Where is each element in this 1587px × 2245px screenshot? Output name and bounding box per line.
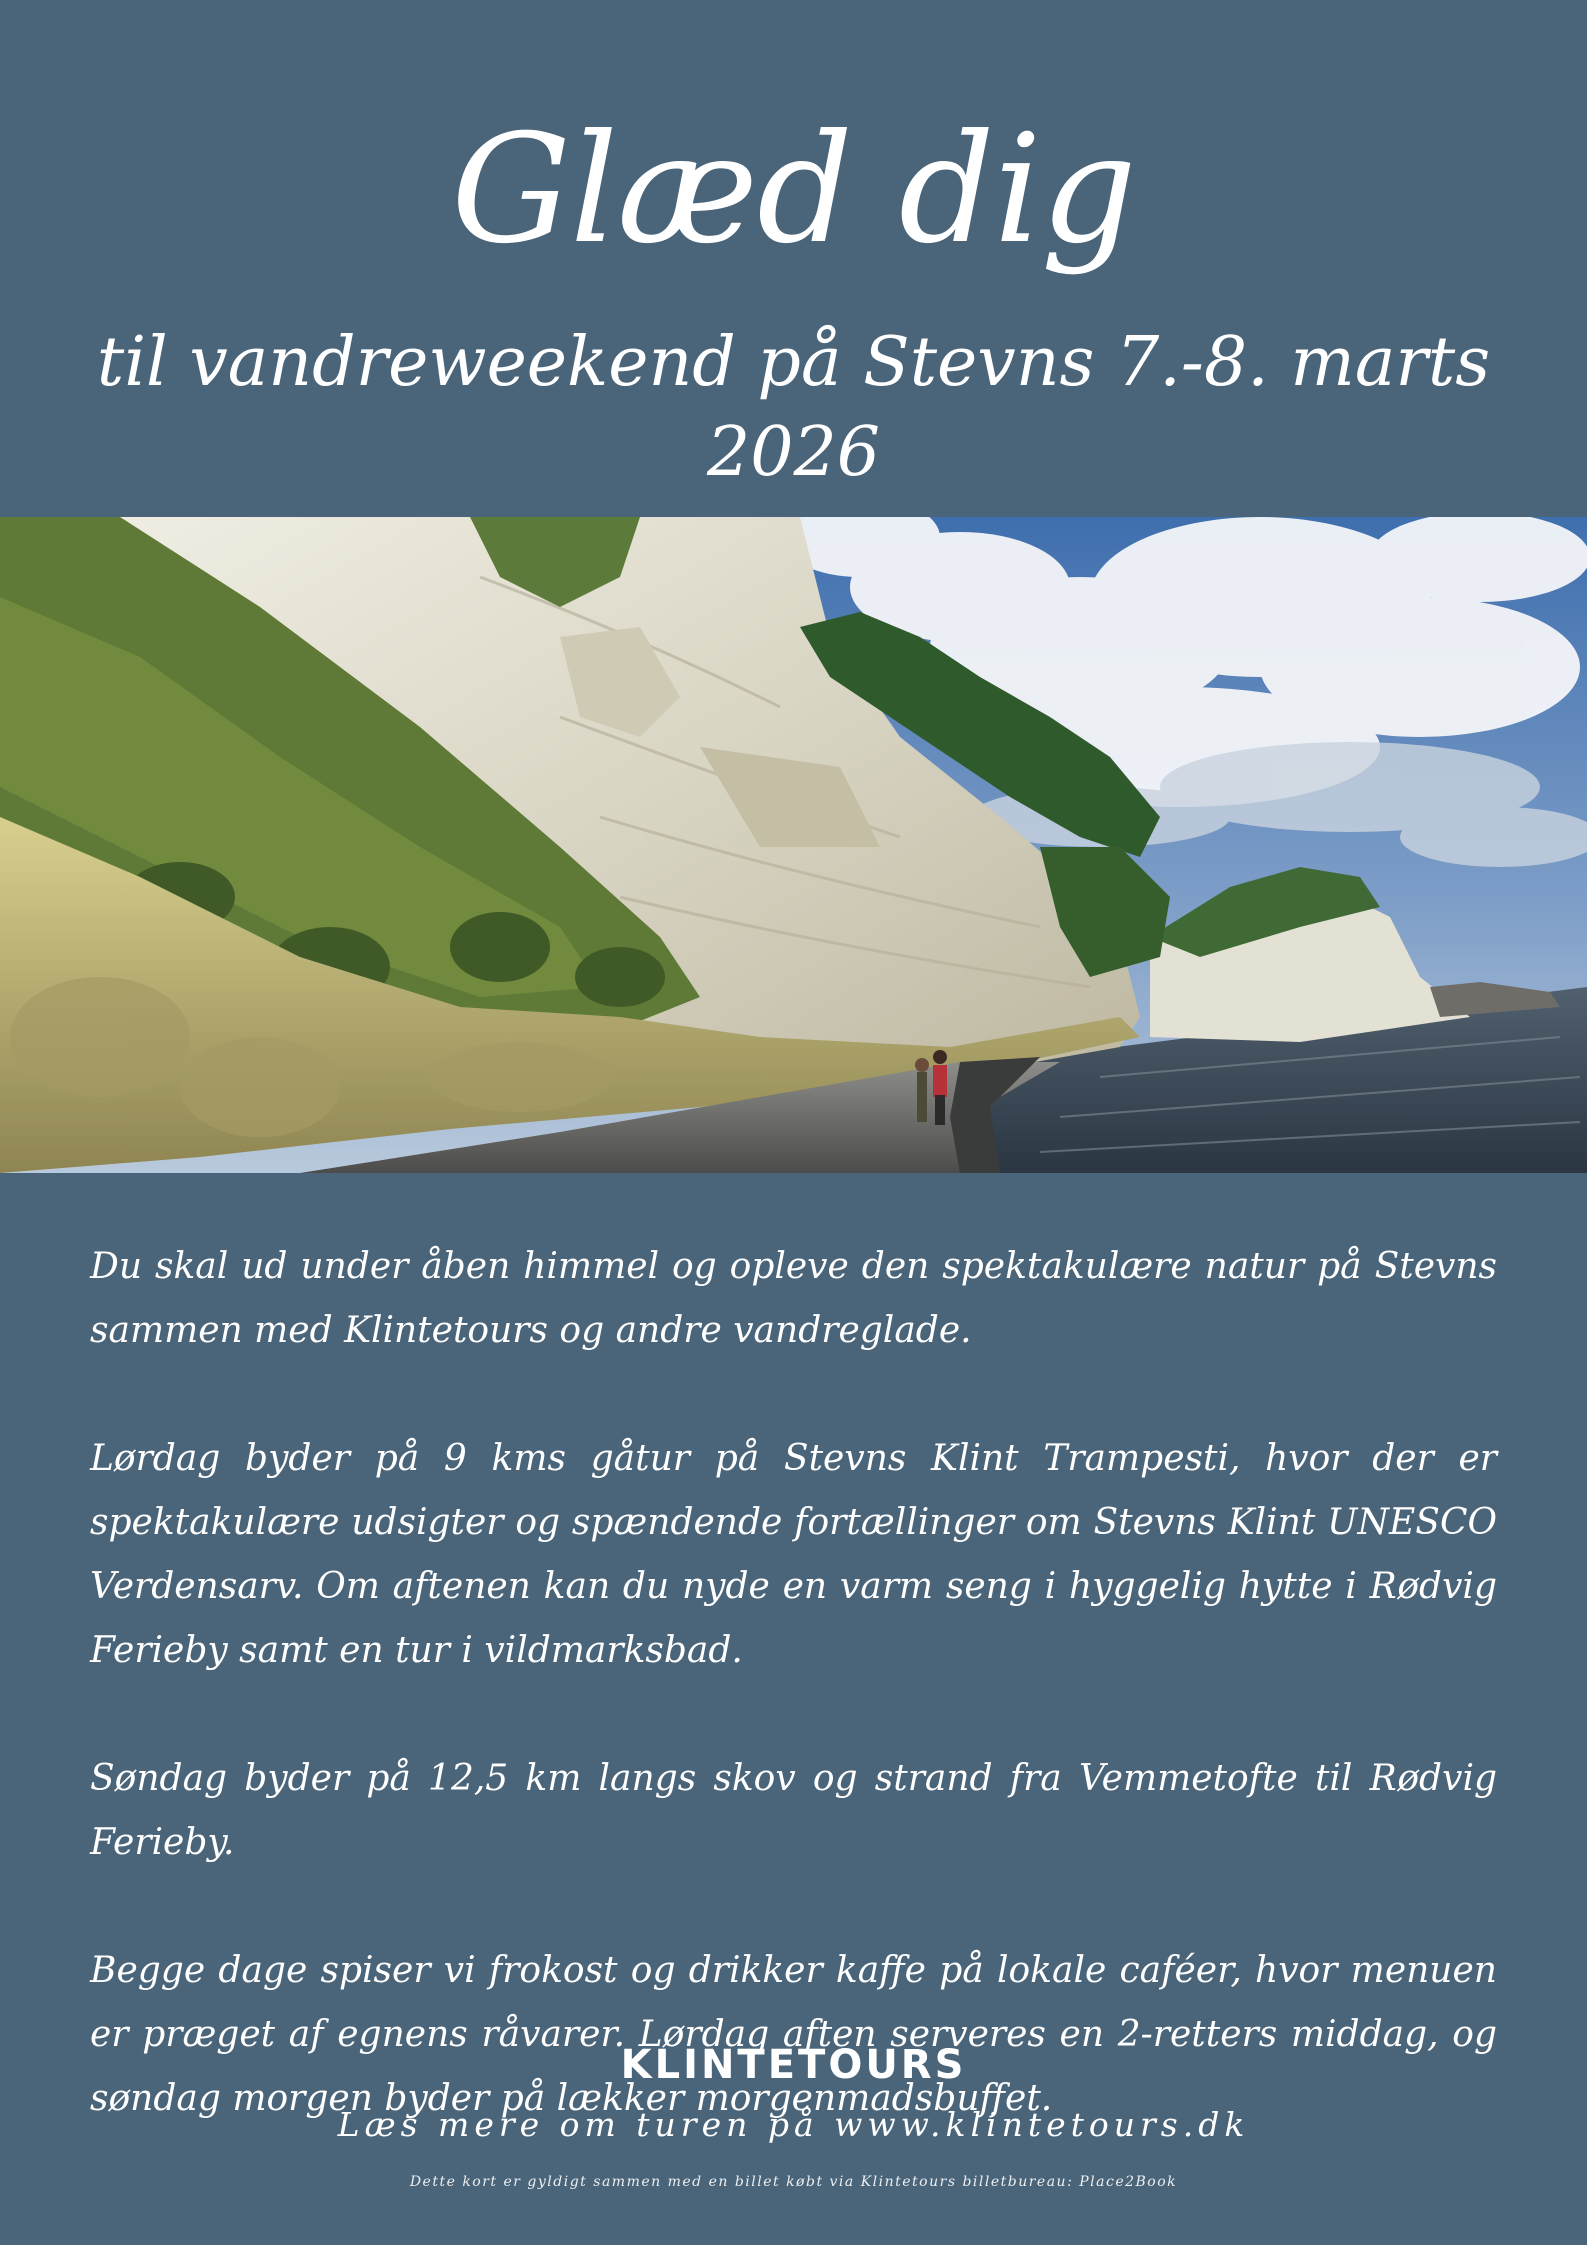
- read-more-link[interactable]: Læs mere om turen på www.klintetours.dk: [337, 2105, 1250, 2144]
- paragraph-saturday: Lørdag byder på 9 kms gåtur på Stevns Klint Trampesti, hvor der er spektakulære udsigter og spændende fortællinger om Stevns Klint UNESCO Verdensarv. Om aftenen kan du nyde en varm seng i hyggelig hytte i Rødvig Ferieby samt en tur i vildmarksbad.: [90, 1438, 1497, 1671]
- paragraph-intro: Du skal ud under åben himmel og opleve den spektakulære natur på Stevns sammen med Klintetours og andre vandreglade.: [90, 1246, 1497, 1351]
- fine-print: Dette kort er gyldigt sammen med en billet købt via Klintetours billetbureau: Place2Book: [409, 2174, 1178, 2190]
- brand-logo: KLINTETOURS: [620, 2042, 967, 2088]
- page-subtitle: til vandreweekend på Stevns 7.-8. marts 2026: [96, 323, 1491, 492]
- paragraph-sunday: Søndag byder på 12,5 km langs skov og strand fra Vemmetofte til Rødvig Ferieby.: [90, 1758, 1497, 1863]
- body-text: [90, 1235, 1497, 2131]
- paragraph-meals: Begge dage spiser vi frokost og drikker kaffe på lokale caféer, hvor menuen er præget af egnens råvarer. Lørdag aften serveres en 2-retters middag, og søndag morgen byder på lækker morgenmadsbuffet.: [90, 1950, 1497, 2119]
- cliff-photo: [0, 517, 1587, 1173]
- page-title: Glæd dig: [451, 103, 1136, 277]
